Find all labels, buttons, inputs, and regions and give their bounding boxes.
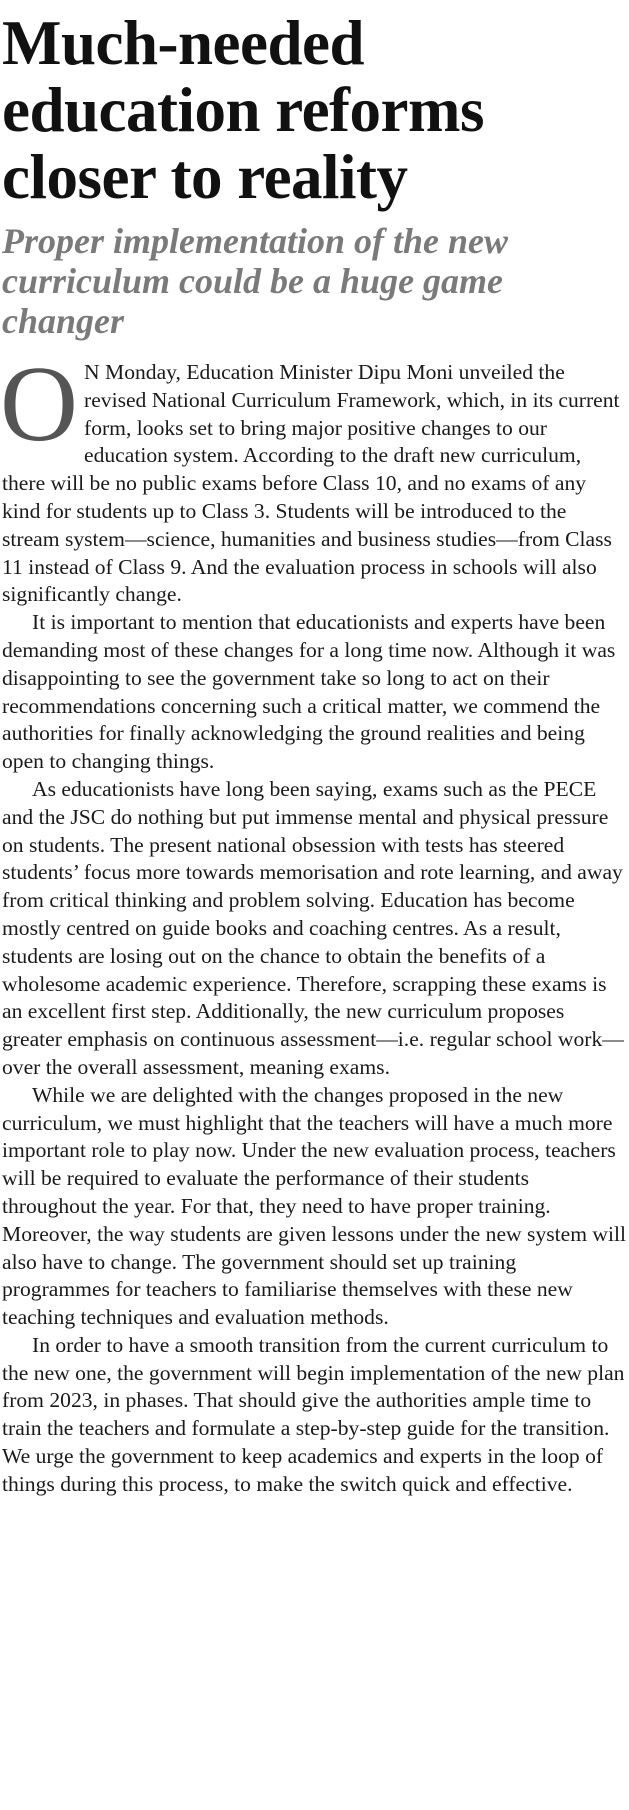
paragraph-2: It is important to mention that educationists and experts have been demanding most of these changes for a long time now. Although it was disappointing to see the government take so long to act on their recommendations concerning such a critical matter, we commend the authorities for finally acknowledging the ground realities and being open to changing things. (2, 610, 616, 774)
drop-cap: O (0, 345, 78, 464)
headline: Much-needed education reforms closer to reality (2, 8, 484, 212)
article-body (0, 345, 627, 1499)
paragraph-4: While we are delighted with the changes proposed in the new curriculum, we must highlight that the teachers will have a much more important role to play now. Under the new evaluation process, teachers will be required to evaluate the performance of their students throughout the year. For that, they need to have proper training. Moreover, the way students are given lessons under the new system will also have to change. The government should set up training programmes for teachers to familiarise themselves with these new teaching techniques and evaluation methods. (2, 1082, 627, 1330)
paragraph-5: In order to have a smooth transition from the current curriculum to the new one, the government will begin implementation of the new plan from 2023, in phases. That should give the authorities ample time to train the teachers and formulate a step-by-step guide for the transition. We urge the government to keep academics and experts in the loop of things during this process, to make the switch quick and effective. (2, 1332, 625, 1496)
paragraph-1 (0, 345, 627, 609)
subheadline: Proper implementation of the new curriculum could be a huge game changer (2, 221, 509, 341)
paragraph-1-text: N Monday, Education Minister Dipu Moni unveiled the revised National Curriculum Framework, which, in its current form, looks set to bring major positive changes to our education system. According to the draft new curriculum, there will be no public exams before Class 10, and no exams of any kind for students up to Class 3. Students will be introduced to the stream system—science, humanities and business studies—from Class 11 instead of Class 9. And the evaluation process in schools will also significantly change. (2, 360, 620, 607)
paragraph-3: As educationists have long been saying, exams such as the PECE and the JSC do nothing but put immense mental and physical pressure on students. The present national obsession with tests has steered students’ focus more towards memorisation and rote learning, and away from critical thinking and problem solving. Education has become mostly centred on guide books and coaching centres. As a result, students are losing out on the chance to obtain the benefits of a wholesome academic experience. Therefore, scrapping these exams is an excellent first step. Additionally, the new curriculum proposes greater emphasis on continuous assessment—i.e. regular school work—over the overall assessment, meaning exams. (2, 776, 624, 1079)
